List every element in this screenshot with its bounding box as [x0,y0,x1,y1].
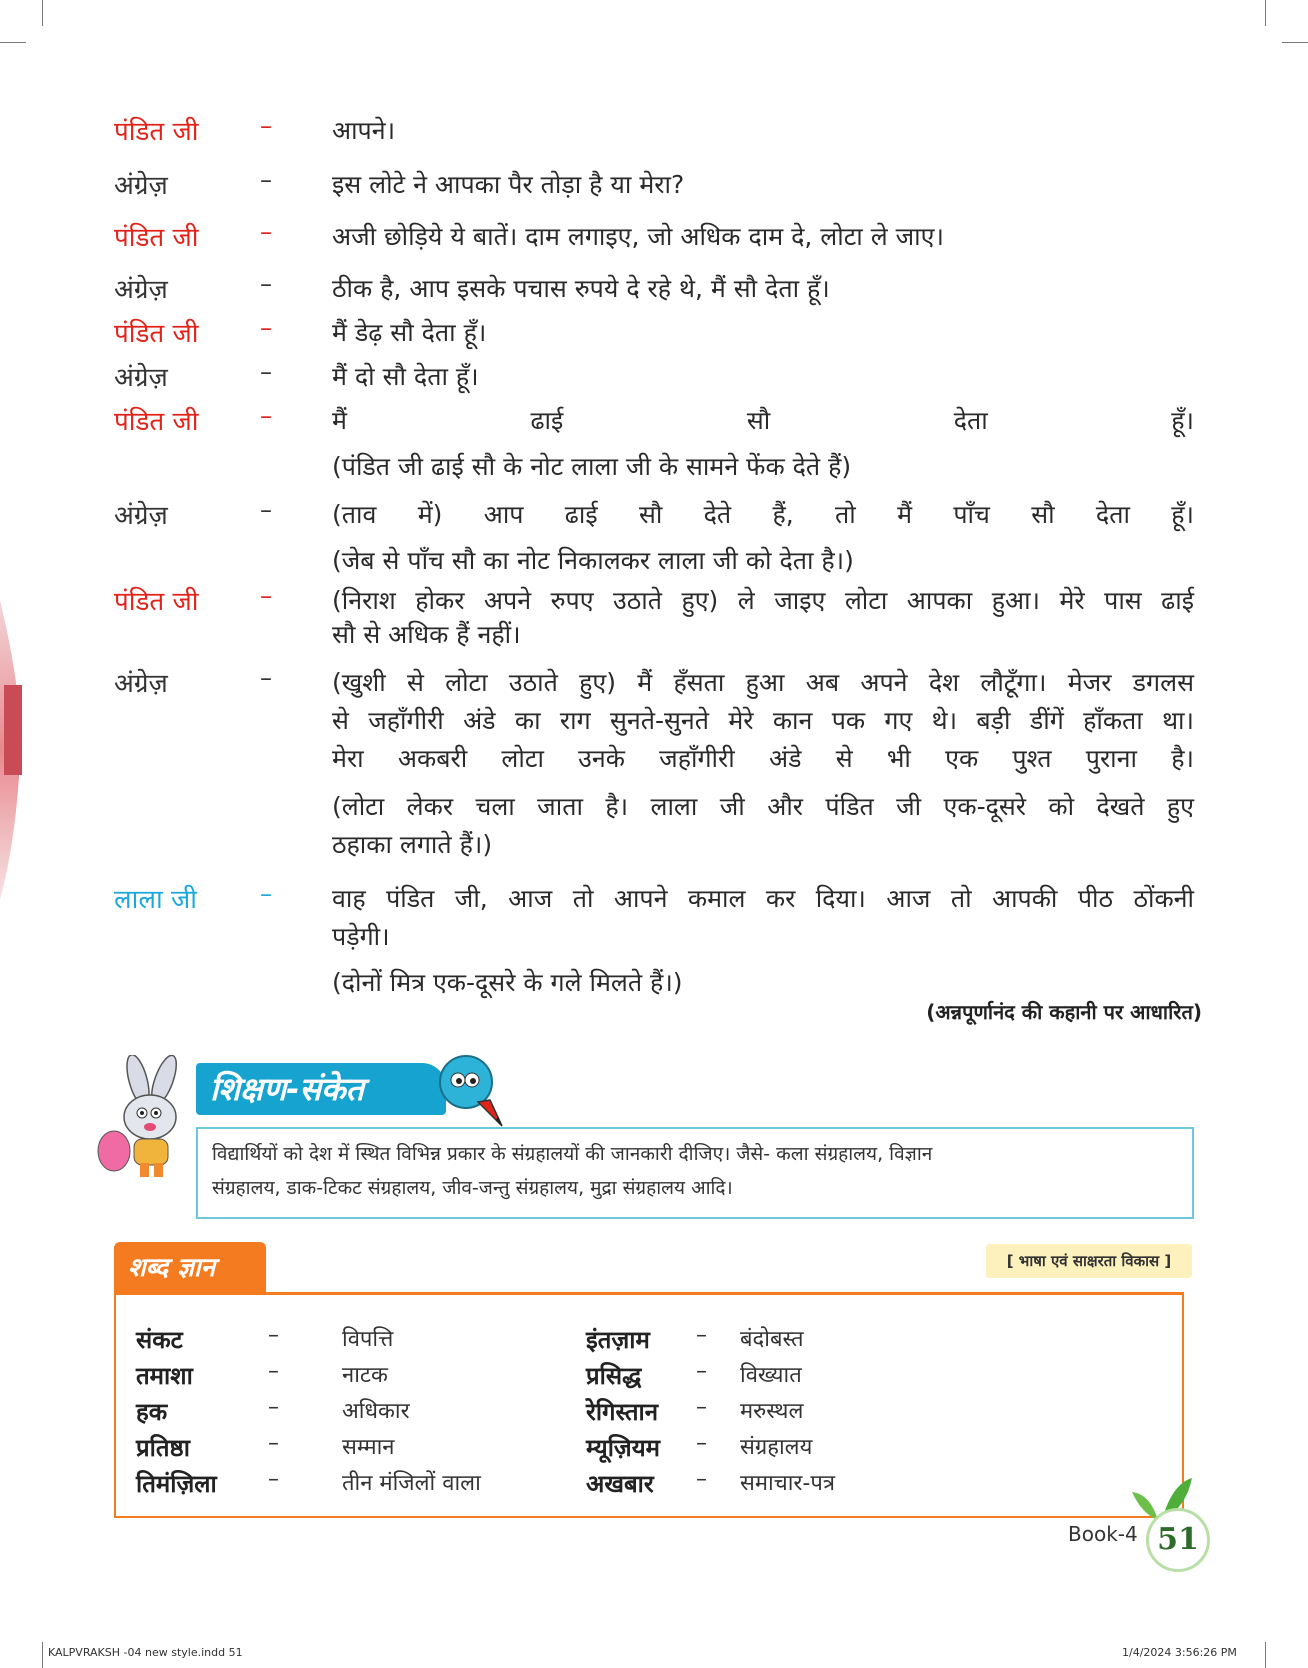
speaker-name: अंग्रेज़ [114,275,168,305]
vocab-meaning: समाचार-पत्र [740,1471,835,1496]
speaker-name: पंडित जी [114,587,199,617]
vocab-dash: – [696,1323,707,1348]
dialogue-line: (दोनों मित्र एक-दूसरे के गले मिलते हैं।) [332,968,683,997]
vocab-meaning: अधिकार [342,1399,410,1424]
dialogue-line: मेरा अकबरी लोटा उनके जहाँगीरी अंडे से भी एक पुश्त पुराना है। [332,744,1194,773]
vocab-dash: – [268,1323,279,1348]
vocab-dash: – [268,1395,279,1420]
dialogue-text [332,358,1194,396]
slug-right: 1/4/2024 3:56:26 PM [1122,1646,1237,1659]
dialogue-line: (लोटा लेकर चला जाता है। लाला जी और पंडित जी एक-दूसरे को देखते हुए [332,792,1194,821]
speaker-name: पंडित जी [114,319,199,349]
vocab-meaning: तीन मंजिलों वाला [342,1471,481,1496]
dialogue-dash: – [260,664,272,692]
vocab-word: तिमंज़िला [136,1470,217,1498]
dialogue-dash: – [260,112,272,140]
speaker-name: पंडित जी [114,407,199,437]
vocab-meaning: मरुस्थल [740,1399,804,1424]
dialogue-line: मैं डेढ़ सौ देता हूँ। [332,318,487,347]
vocab-dash: – [268,1359,279,1384]
speaker-name: अंग्रेज़ [114,501,168,531]
crop-mark [42,1642,43,1668]
dialogue-dash: – [260,270,272,298]
dialogue-line: ठहाका लगाते हैं।) [332,830,493,859]
vocab-meaning: नाटक [342,1363,388,1388]
dialogue-line: (खुशी से लोटा उठाते हुए) मैं हँसता हुआ अब अपने देश लौटूँगा। मेजर डगलस [332,668,1194,697]
dialogue-line: (पंडित जी ढाई सौ के नोट लाला जी के सामने फेंक देते हैं) [332,452,852,481]
vocab-word: म्यूज़ियम [586,1434,661,1462]
dialogue-line: मैं दो सौ देता हूँ। [332,362,479,391]
dialogue-text [332,880,1194,1002]
slug-left: KALPVRAKSH -04 new style.indd 51 [48,1646,243,1659]
dialogue-dash: – [260,582,272,610]
vocab-dash: – [696,1395,707,1420]
dialogue-text [332,218,1194,256]
speaker-name: अंग्रेज़ [114,171,168,201]
vocab-meaning: बंदोबस्त [740,1327,804,1352]
vocab-meaning: विख्यात [740,1363,802,1388]
vocab-word: हक [136,1398,168,1426]
dialogue-line: वाह पंडित जी, आज तो आपने कमाल कर दिया। आज तो आपकी पीठ ठोंकनी [332,884,1194,913]
dialogue-dash: – [260,166,272,194]
dialogue-line: पड़ेगी। [332,922,390,951]
book-label: Book-4 [1068,1522,1138,1546]
vocab-meaning: संग्रहालय [740,1435,813,1460]
crop-mark [1265,1642,1266,1668]
dialogue-dash: – [260,496,272,524]
dialogue-text [332,582,1194,654]
speaker-name: पंडित जी [114,117,199,147]
dialogue-text [332,314,1194,352]
dialogue-dash: – [260,218,272,246]
dialogue-line: सौ से अधिक हैं नहीं। [332,620,521,649]
page-number: 51 [1146,1508,1210,1572]
dialogue-line: अजी छोड़िये ये बातें। दाम लगाइए, जो अधिक दाम दे, लोटा ले जाए। [332,222,944,251]
dialogue-line: ठीक है, आप इसके पचास रुपये दे रहे थे, मैं सौ देता हूँ। [332,274,830,303]
crop-mark [1265,0,1266,26]
vocab-word: प्रतिष्ठा [136,1434,190,1462]
dialogue-dash: – [260,880,272,908]
vocab-title: शब्द ज्ञान [114,1242,266,1294]
dialogue-text [332,270,1194,308]
dialogue-line: मैं ढाई सौ देता हूँ। [332,406,1194,435]
dialogue-line: इस लोटे ने आपका पैर तोड़ा है या मेरा? [332,170,685,199]
dialogue-text [332,402,1194,486]
dialogue-line: से जहाँगीरी अंडे का राग सुनते-सुनते मेरे कान पक गए थे। बड़ी डींगें हाँकता था। [332,706,1194,735]
vocab-dash: – [696,1431,707,1456]
speaker-name: अंग्रेज़ [114,363,168,393]
speaker-name: पंडित जी [114,223,199,253]
dialogue-dash: – [260,358,272,386]
vocab-meaning: सम्मान [342,1435,395,1460]
teaching-line: संग्रहालय, डाक-टिकट संग्रहालय, जीव-जन्तु संग्रहालय, मुद्रा संग्रहालय आदि। [212,1177,733,1199]
dialogue-text [332,496,1194,580]
vocab-word: तमाशा [136,1362,193,1390]
dialogue-text [332,112,1194,150]
dialogue-line: (निराश होकर अपने रुपए उठाते हुए) ले जाइए लोटा आपका हुआ। मेरे पास ढाई [332,586,1194,615]
dialogue-text [332,664,1194,864]
crop-mark [42,0,43,26]
dialogue-line: (ताव में) आप ढाई सौ देते हैं, तो मैं पाँच सौ देता हूँ। [332,500,1194,529]
vocab-word: प्रसिद्ध [586,1362,642,1390]
crop-mark [1282,42,1308,43]
speaker-name: अंग्रेज़ [114,669,168,699]
story-attribution: (अन्नपूर्णानंद की कहानी पर आधारित) [926,1000,1202,1024]
edge-illustration [0,600,30,900]
rabbit-mascot-icon [90,1055,200,1180]
dialogue-dash: – [260,402,272,430]
teaching-line: विद्यार्थियों को देश में स्थित विभिन्न प्रकार के संग्रहालयों की जानकारी दीजिए। जैसे- कला संग्रहालय, विज्ञान [212,1143,933,1165]
vocab-dash: – [696,1467,707,1492]
vocab-dash: – [268,1467,279,1492]
dialogue-dash: – [260,314,272,342]
vocab-tag: [ भाषा एवं साक्षरता विकास ] [986,1244,1192,1278]
vocab-dash: – [268,1431,279,1456]
teaching-title: शिक्षण-संकेत [196,1063,446,1115]
dialogue-line: (जेब से पाँच सौ का नोट निकालकर लाला जी को देता है।) [332,546,854,575]
vocab-word: इंतज़ाम [586,1326,650,1354]
crop-mark [0,42,26,43]
vocab-word: रेगिस्तान [586,1398,659,1426]
vocab-box [114,1292,1184,1518]
vocab-word: संकट [136,1326,183,1354]
speaker-name: लाला जी [114,885,198,915]
pencil-mascot-icon [432,1050,512,1130]
vocab-meaning: विपत्ति [342,1327,394,1352]
dialogue-text [332,166,1194,204]
vocab-dash: – [696,1359,707,1384]
teaching-note [196,1127,1194,1219]
dialogue-line: आपने। [332,116,396,145]
vocab-word: अखबार [586,1470,654,1498]
